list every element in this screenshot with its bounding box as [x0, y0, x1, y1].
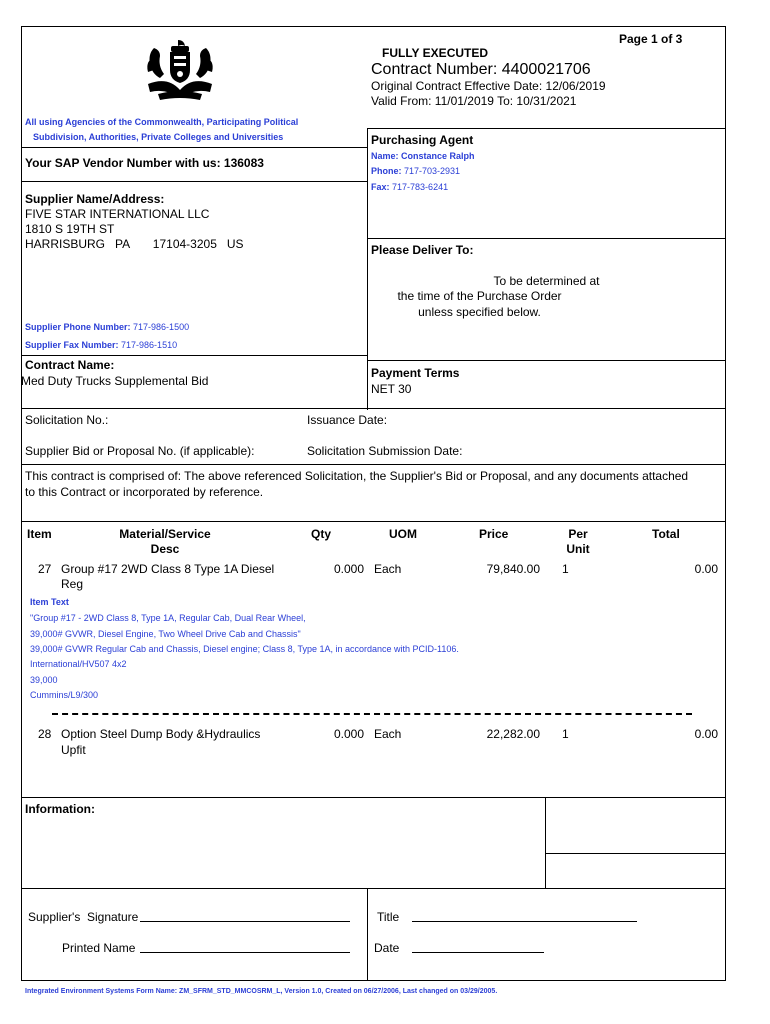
effective-date: Original Contract Effective Date: 12/06/2019 — [371, 79, 606, 93]
payment-terms-value: NET 30 — [371, 382, 412, 396]
divider-under-solicitation — [21, 464, 726, 465]
col-header-item: Item — [27, 527, 52, 541]
supplier-city: HARRISBURG PA 17104-3205 US — [25, 237, 244, 251]
item-text-line: 39,000# GVWR Regular Cab and Chassis, Diesel engine; Class 8, Type 1A, in accordance with PCID-1106. — [30, 644, 459, 654]
item-text-line: 39,000 — [30, 675, 58, 685]
col-header-uom: UOM — [389, 527, 417, 541]
row-28-per: 1 — [562, 727, 569, 741]
row-28-desc-line-2: Upfit — [61, 743, 86, 757]
delivery-line-3: unless specified below. — [418, 305, 541, 319]
item-text-line: 39,000# GVWR, Diesel Engine, Two Wheel Drive Cab and Chassis" — [30, 629, 301, 639]
delivery-line-2: the time of the Purchase Order — [397, 289, 562, 303]
printed-name-label: Printed Name — [62, 941, 136, 955]
col-header-total: Total — [652, 527, 680, 541]
issuance-date-label: Issuance Date: — [307, 413, 388, 427]
divider-under-contract-name — [21, 408, 726, 409]
agencies-line-2: Subdivision, Authorities, Private Colleges and Universities — [33, 132, 284, 142]
supplier-phone: Supplier Phone Number: 717-986-1500 — [25, 322, 190, 332]
item-text-line: Cummins/L9/300 — [30, 690, 99, 700]
comprised-line-2: to this Contract or incorporated by reference. — [25, 485, 264, 499]
information-label: Information: — [25, 802, 95, 816]
supplier-signature-label: Supplier's Signature — [28, 910, 139, 924]
date-label: Date — [374, 941, 400, 955]
divider-under-agencies — [21, 147, 367, 148]
item-separator — [52, 713, 692, 715]
col-header-price: Price — [479, 527, 509, 541]
row-27-per: 1 — [562, 562, 569, 576]
item-text-title: Item Text — [30, 597, 69, 607]
agent-name: Name: Constance Ralph — [371, 151, 475, 161]
row-27-desc-line-1: Group #17 2WD Class 8 Type 1A Diesel — [61, 562, 275, 576]
row-27-total: 0.00 — [694, 562, 718, 576]
col-header-desc: Desc — [150, 542, 180, 556]
col-header-material: Material/Service — [119, 527, 211, 541]
divider-under-agent — [367, 238, 726, 239]
supplier-street: 1810 S 19TH ST — [25, 222, 115, 236]
row-27-uom: Each — [374, 562, 402, 576]
divider-under-header — [367, 128, 726, 129]
status-label: FULLY EXECUTED — [382, 46, 489, 60]
divider-under-supplier — [21, 355, 367, 356]
row-28-price: 22,282.00 — [486, 727, 540, 741]
contract-name-label: Contract Name: — [25, 358, 115, 372]
date-line[interactable] — [412, 952, 544, 953]
payment-terms-label: Payment Terms — [371, 366, 460, 380]
row-27-desc-line-2: Reg — [61, 577, 84, 591]
signature-divider — [367, 888, 368, 981]
information-right-mid-line — [545, 853, 726, 854]
row-28-item: 28 — [38, 727, 52, 741]
title-line[interactable] — [412, 921, 637, 922]
information-divider — [545, 797, 546, 889]
agent-fax: Fax: 717-783-6241 — [371, 182, 449, 192]
supplier-signature-line[interactable] — [140, 921, 350, 922]
col-header-qty: Qty — [311, 527, 332, 541]
supplier-name: FIVE STAR INTERNATIONAL LLC — [25, 207, 210, 221]
agencies-line-1: All using Agencies of the Commonwealth, Participating Political — [25, 117, 299, 127]
supplier-fax: Supplier Fax Number: 717-986-1510 — [25, 340, 178, 350]
pennsylvania-coat-of-arms-icon — [140, 38, 220, 104]
supplier-title: Supplier Name/Address: — [25, 192, 165, 206]
divider-over-signatures — [21, 888, 726, 889]
row-28-uom: Each — [374, 727, 402, 741]
valid-range: Valid From: 11/01/2019 To: 10/31/2021 — [371, 94, 577, 108]
row-28-total: 0.00 — [694, 727, 718, 741]
submission-date-label: Solicitation Submission Date: — [307, 444, 463, 458]
row-28-qty: 0.000 — [333, 727, 364, 741]
printed-name-line[interactable] — [140, 952, 350, 953]
row-27-item: 27 — [38, 562, 52, 576]
comprised-line-1: This contract is comprised of: The above referenced Solicitation, the Supplier's Bid or Proposal, and any documents attached — [25, 469, 689, 483]
bid-proposal-label: Supplier Bid or Proposal No. (if applicable): — [25, 444, 255, 458]
col-header-per: Per — [568, 527, 588, 541]
delivery-title: Please Deliver To: — [371, 243, 474, 257]
divider-under-sap — [21, 181, 367, 182]
solicitation-number-label: Solicitation No.: — [25, 413, 109, 427]
divider-over-table — [21, 521, 726, 522]
page-indicator: Page 1 of 3 — [619, 32, 683, 46]
contract-number: Contract Number: 4400021706 — [371, 61, 591, 78]
delivery-line-1: To be determined at — [493, 274, 600, 288]
divider-over-information — [21, 797, 726, 798]
contract-name-value: Med Duty Trucks Supplemental Bid — [21, 374, 209, 388]
col-header-unit: Unit — [566, 542, 590, 556]
header-divider — [367, 128, 368, 410]
row-27-qty: 0.000 — [333, 562, 364, 576]
sap-vendor-number: Your SAP Vendor Number with us: 136083 — [25, 156, 264, 170]
item-text-line: "Group #17 - 2WD Class 8, Type 1A, Regular Cab, Dual Rear Wheel, — [30, 613, 306, 623]
agent-phone: Phone: 717-703-2931 — [371, 166, 461, 176]
row-28-desc-line-1: Option Steel Dump Body &Hydraulics — [61, 727, 261, 741]
purchasing-agent-title: Purchasing Agent — [371, 133, 474, 147]
title-label: Title — [377, 910, 400, 924]
divider-under-delivery — [367, 360, 726, 361]
row-27-price: 79,840.00 — [486, 562, 540, 576]
item-text-line: International/HV507 4x2 — [30, 659, 127, 669]
form-footer: Integrated Environment Systems Form Name: ZM_SFRM_STD_MMCOSRM_L, Version 1.0, Created on 06/27/2006, Last changed on 03/29/2005. — [25, 988, 498, 995]
